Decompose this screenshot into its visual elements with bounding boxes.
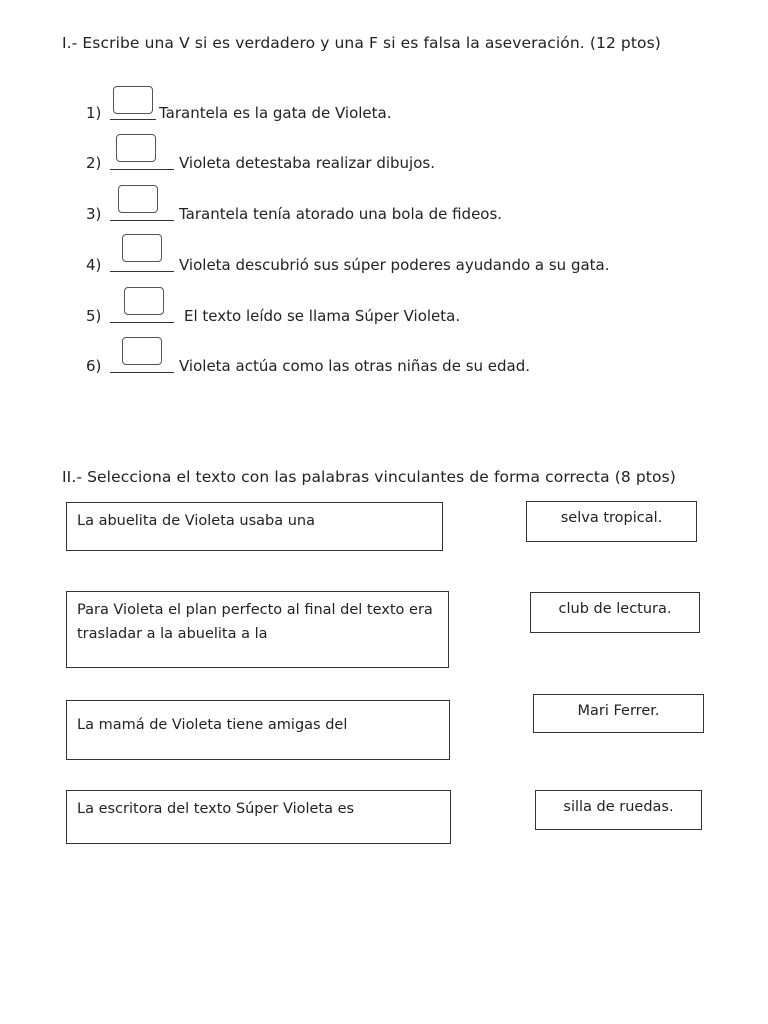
section-1-heading: I.- Escribe una V si es verdadero y una F si es falsa la aseveración. (12 ptos) [62,34,661,52]
answer-box-4[interactable]: silla de ruedas. [535,790,702,830]
tf-item-2 [86,132,686,172]
answer-box-1[interactable]: selva tropical. [526,501,697,542]
sentence-box-4[interactable]: La escritora del texto Súper Violeta es [66,790,451,844]
item-number: 3) [86,205,102,223]
sentence-box-1[interactable]: La abuelita de Violeta usaba una [66,502,443,551]
answer-line [110,271,174,272]
statement-text: Tarantela tenía atorado una bola de fideos. [179,205,503,223]
tf-item-3 [86,183,686,223]
answer-box[interactable] [124,287,164,315]
answer-line [110,220,174,221]
answer-line [110,372,174,373]
answer-box[interactable] [122,234,162,262]
answer-box-2[interactable]: club de lectura. [530,592,700,633]
answer-box-3[interactable]: Mari Ferrer. [533,694,704,733]
section-2-heading: II.- Selecciona el texto con las palabras vinculantes de forma correcta (8 ptos) [62,468,676,486]
item-number: 6) [86,357,102,375]
tf-item-5 [86,285,686,325]
statement-text: Violeta detestaba realizar dibujos. [179,154,435,172]
sentence-box-3[interactable]: La mamá de Violeta tiene amigas del [66,700,450,760]
answer-box[interactable] [113,86,153,114]
answer-line [110,119,156,120]
answer-line [110,322,174,323]
statement-text: Violeta actúa como las otras niñas de su edad. [179,357,531,375]
tf-item-6 [86,335,686,375]
statement-text: El texto leído se llama Súper Violeta. [184,307,461,325]
item-number: 1) [86,104,102,122]
sentence-box-2[interactable]: Para Violeta el plan perfecto al final del texto era trasladar a la abuelita a la [66,591,449,668]
item-number: 2) [86,154,102,172]
answer-box[interactable] [122,337,162,365]
item-number: 4) [86,256,102,274]
tf-item-1 [86,82,686,122]
answer-box[interactable] [118,185,158,213]
statement-text: Violeta descubrió sus súper poderes ayudando a su gata. [179,256,610,274]
statement-text: Tarantela es la gata de Violeta. [159,104,392,122]
answer-line [110,169,174,170]
answer-box[interactable] [116,134,156,162]
item-number: 5) [86,307,102,325]
tf-item-4 [86,234,686,274]
